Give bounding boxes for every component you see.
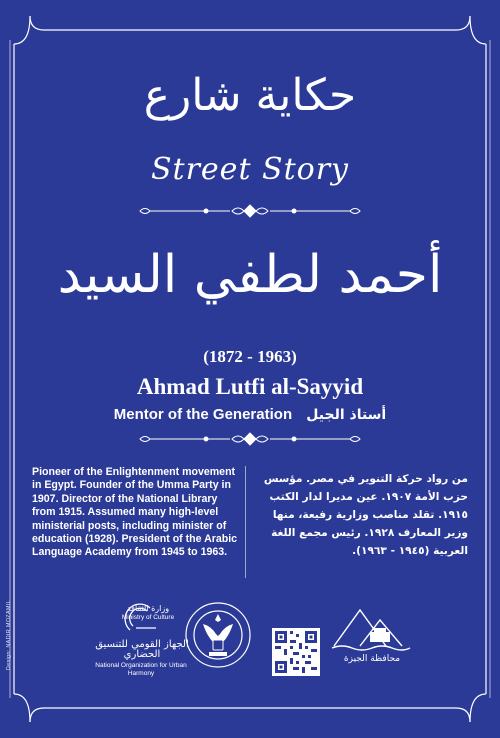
eagle-emblem-icon bbox=[183, 600, 253, 670]
design-credit: Design: NADIR MOZAMIL bbox=[6, 600, 12, 671]
nouh-arabic: الجهاز القومي للتنسيق الحضاري bbox=[95, 639, 189, 660]
person-epithet bbox=[0, 404, 500, 426]
person-name-arabic: أحمد لطفي السيد bbox=[57, 245, 443, 305]
ornament-divider-icon bbox=[0, 432, 500, 446]
bio-english: Pioneer of the Enlightenment movement in Egypt. Founder of the Umma Party in 1907. Director of the National Library from 1915. Assumed many high-level ministerial posts, including minister of education (1928). President of the Arabic Language Academy from 1945 to 1963. bbox=[32, 466, 238, 559]
title-english: Street Story bbox=[150, 152, 349, 187]
ministry-english: Ministry of Culture bbox=[121, 614, 175, 621]
bio-divider bbox=[245, 466, 246, 578]
person-name-english: Ahmad Lutfi al-Sayyid bbox=[136, 374, 364, 399]
nouh-english: National Organization for Urban Harmony bbox=[95, 662, 187, 677]
epithet-arabic: أستاذ الجيل bbox=[306, 407, 387, 423]
ministry-arabic: وزارة الثقافة bbox=[126, 604, 170, 613]
pyramids-logo-icon bbox=[330, 602, 412, 652]
epithet-english: Mentor of the Generation bbox=[113, 406, 293, 423]
bio-arabic: من رواد حركة التنوير في مصر. مؤسس حزب الأمة ١٩٠٧. عين مديرا لدار الكتب ١٩١٥. تقلد مناصب وزارية رفيعة، منها وزير المعارف ١٩٢٨. رئيس مجمع اللغة العربية (١٩٤٥ - ١٩٦٣). bbox=[263, 473, 468, 557]
title-arabic: حكاية شارع bbox=[143, 70, 357, 121]
giza-arabic: محافظة الجيزة bbox=[343, 654, 401, 664]
qr-code-icon bbox=[272, 628, 320, 676]
ornament-divider-icon bbox=[0, 204, 500, 218]
person-years: (1872 - 1963) bbox=[203, 347, 297, 366]
